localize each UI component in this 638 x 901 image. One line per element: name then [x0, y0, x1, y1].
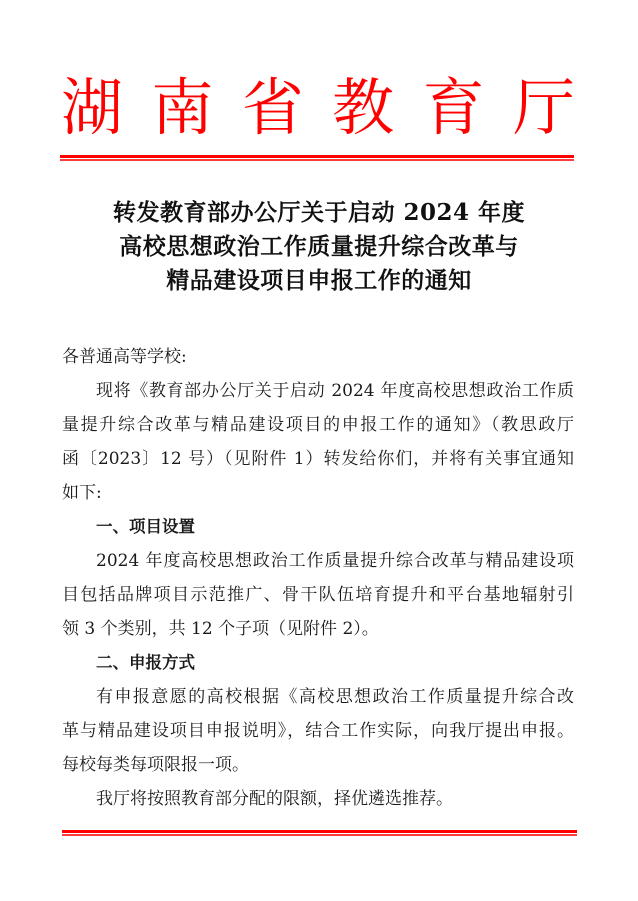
section2-line: 革与精品建设项目申报说明》，结合工作实际，向我厅提出申报。: [62, 721, 574, 741]
closing-line: 我厅将按照教育部分配的限额，择优遴选推荐。: [96, 789, 453, 809]
document-title: [60, 196, 578, 298]
section1-line: 2024 年度高校思想政治工作质量提升综合改革与精品建设项: [96, 551, 574, 571]
masthead-divider: [60, 155, 574, 161]
masthead-char: 南: [151, 71, 214, 144]
title-line: 精品建设项目申报工作的通知: [166, 267, 472, 294]
footer-divider: [62, 830, 577, 836]
intro-line: 量提升综合改革与精品建设项目的申报工作的通知》（教思政厅: [62, 415, 574, 435]
title-line: 转发教育部办公厅关于启动 2024 年度: [112, 199, 526, 226]
intro-line: 现将《教育部办公厅关于启动 2024 年度高校思想政治工作质: [96, 381, 574, 401]
section-heading-project-setup: 一、项目设置: [96, 517, 195, 536]
section-heading-application-method: 二、申报方式: [96, 653, 195, 672]
masthead-char: 湖: [60, 71, 123, 144]
section2-line: 每校每类每项限报一项。: [62, 755, 249, 775]
masthead-char: 厅: [512, 71, 575, 144]
section1-line: 领 3 个类别，共 12 个子项（见附件 2）。: [62, 619, 379, 639]
section2-line: 有申报意愿的高校根据《高校思想政治工作质量提升综合改: [96, 687, 574, 707]
salutation: 各普通高等学校:: [62, 347, 187, 367]
intro-line: 如下:: [62, 483, 102, 503]
title-line: 高校思想政治工作质量提升综合改革与: [119, 233, 519, 260]
masthead-char: 教: [332, 71, 395, 144]
document-body: [62, 340, 574, 816]
intro-line: 函〔2023〕12 号）（见附件 1）转发给你们，并将有关事宜通知: [62, 449, 574, 469]
masthead-char: 省: [241, 71, 304, 144]
masthead-char: 育: [422, 71, 485, 144]
section1-line: 目包括品牌项目示范推广、骨干队伍培育提升和平台基地辐射引: [62, 585, 574, 605]
masthead-title: [60, 70, 576, 146]
